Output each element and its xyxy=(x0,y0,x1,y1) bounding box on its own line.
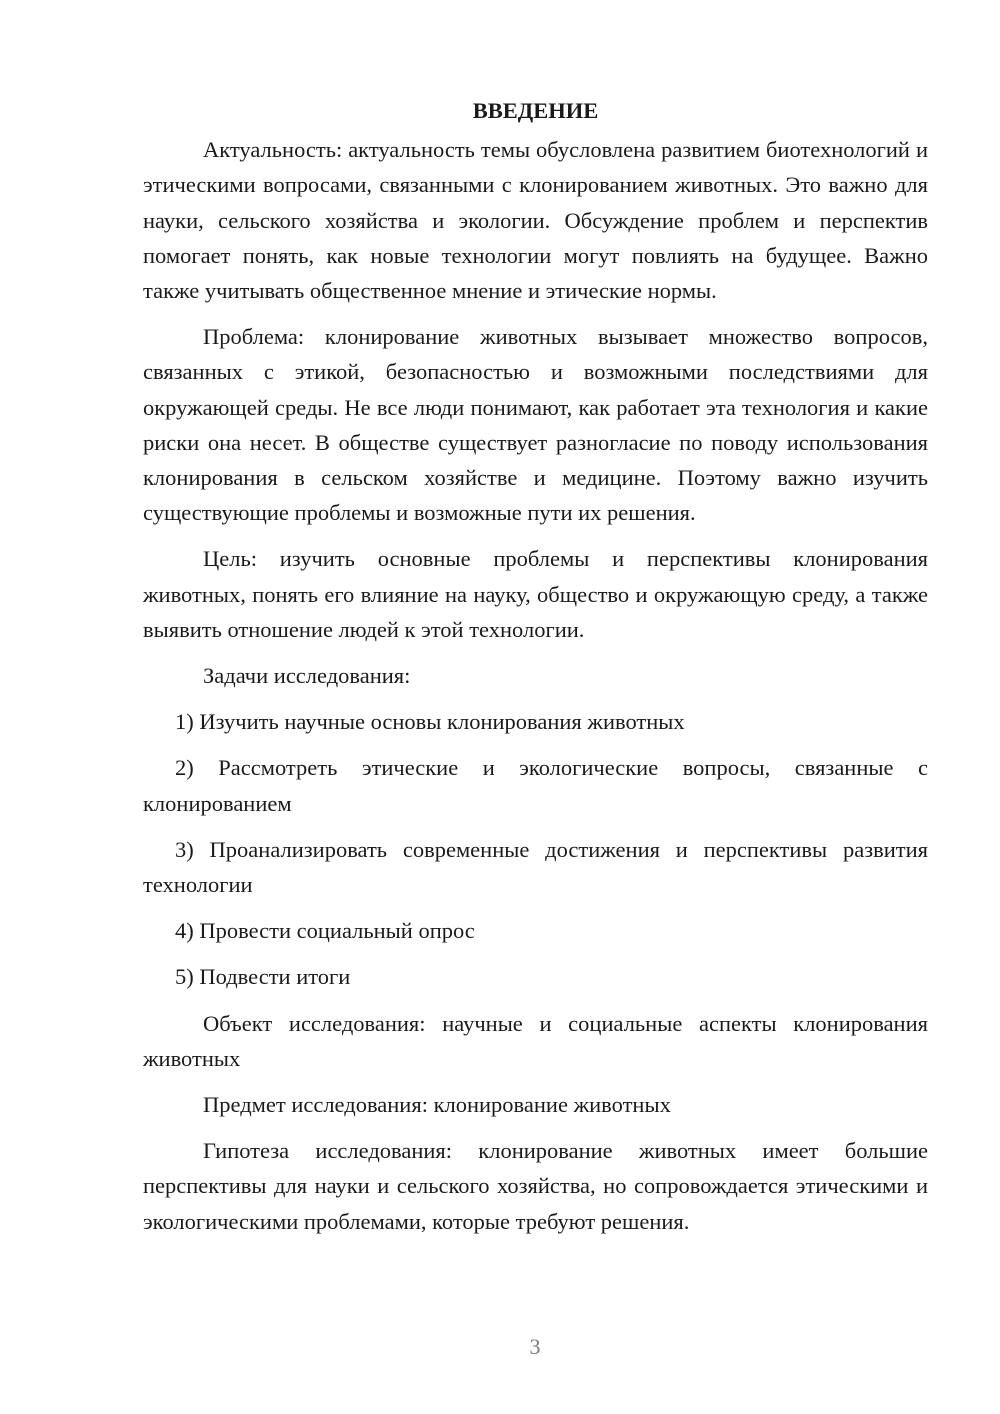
paragraph-goal: Цель: изучить основные проблемы и перспективы клонирования животных, понять его влияние на науку, общество и окружающую среду, а также выявить отношение людей к этой технологии. xyxy=(143,546,928,642)
task-item-5: 5) Подвести итоги xyxy=(175,964,351,990)
paragraph-tasks-heading: Задачи исследования: xyxy=(203,663,411,689)
page-number: 3 xyxy=(529,1334,541,1359)
task-item-2: 2) Рассмотреть этические и экологические вопросы, связанные с клонированием xyxy=(143,755,928,816)
section-title: ВВЕДЕНИЕ xyxy=(472,98,599,123)
task-item-3: 3) Проанализировать современные достижения и перспективы развития технологии xyxy=(143,836,928,898)
paragraph-subject: Предмет исследования: клонирование животных xyxy=(203,1092,671,1118)
paragraph-problem: Проблема: клонирование животных вызывает множество вопросов, связанных с этикой, безопасностью и возможными последствиями для окружающей среды. Не все люди понимают, как работает эта технология и какие риски она несет. В обществе существует разногласие по поводу использования клонирования в сельском хозяйстве и медицине. Поэтому важно изучить существующие проблемы и возможные пути их решения. xyxy=(143,324,928,526)
paragraph-relevance: Актуальность: актуальность темы обусловлена развитием биотехнологий и этическими вопросами, связанными с клонированием животных. Это важно для науки, сельского хозяйства и экологии. Обсуждение проблем и перспектив помогает понять, как новые технологии могут повлиять на будущее. Важно также учитывать общественное мнение и этические нормы. xyxy=(143,137,928,304)
task-item-4: 4) Провести социальный опрос xyxy=(175,918,475,944)
document-body xyxy=(143,93,928,1250)
paragraph-hypothesis: Гипотеза исследования: клонирование животных имеет большие перспективы для науки и сельского хозяйства, но сопровождается этическими и экологическими проблемами, которые требуют решения. xyxy=(143,1138,928,1234)
task-item-1: 1) Изучить научные основы клонирования животных xyxy=(175,709,685,735)
paragraph-object: Объект исследования: научные и социальные аспекты клонирования животных xyxy=(143,1010,928,1071)
